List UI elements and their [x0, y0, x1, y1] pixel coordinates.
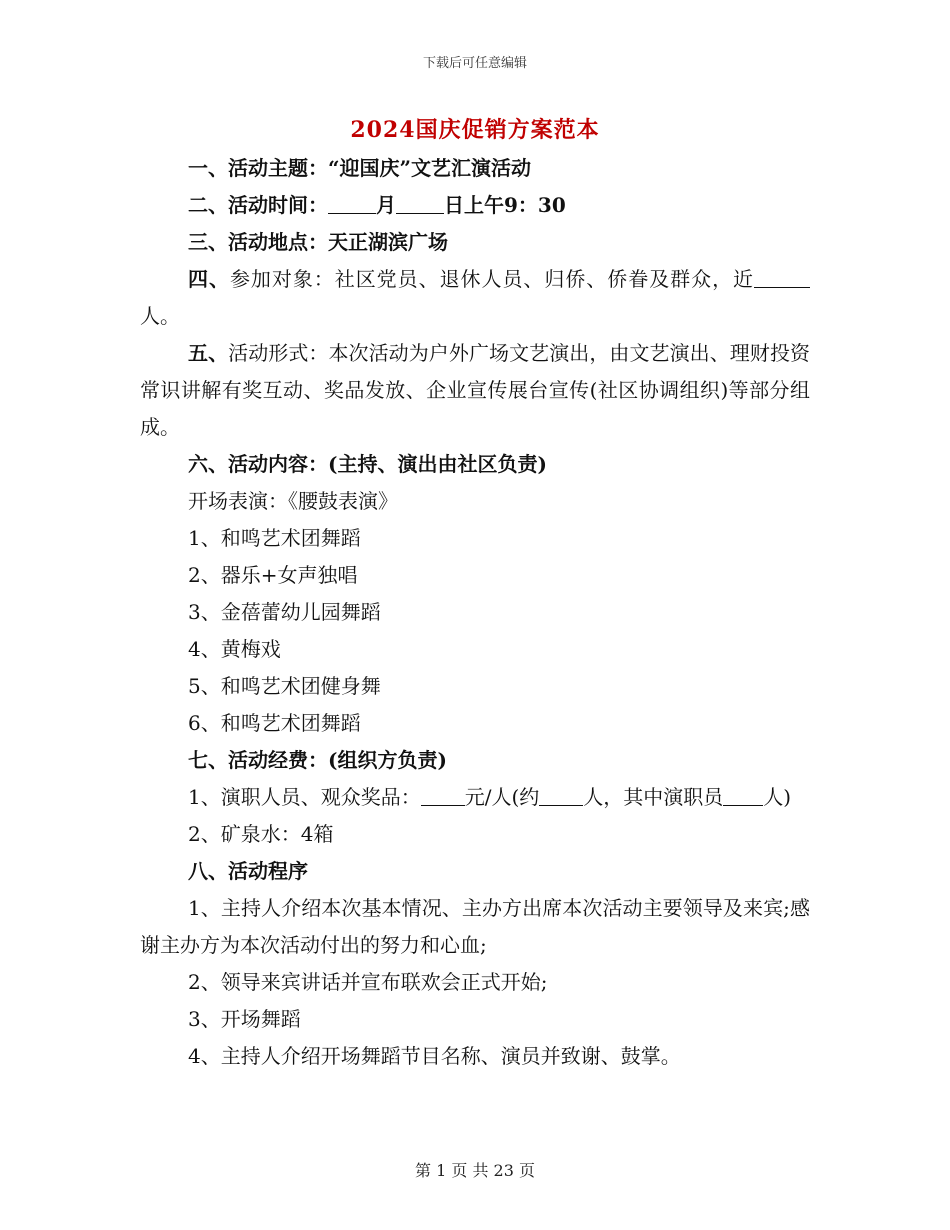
participants-end: 人。 [140, 304, 180, 328]
budget-item-water: 2、矿泉水：4箱 [188, 822, 334, 846]
budget-item1-b: 元/人(约 [464, 785, 540, 809]
section-procedure-heading: 八、活动程序 [188, 859, 308, 883]
section-participants [140, 261, 810, 335]
participants-text: 参加对象：社区党员、退休人员、归侨、侨眷及群众，近 [229, 267, 755, 291]
budget-item1-c: 人，其中演职员 [583, 785, 724, 809]
price-blank [421, 783, 465, 806]
participants-count-blank [754, 265, 802, 288]
participants-count-blank-cont [802, 265, 810, 288]
program-item: 4、黄梅戏 [188, 637, 281, 661]
procedure-item: 2、领导来宾讲话并宣布联欢会正式开始; [188, 970, 548, 994]
section-place: 三、活动地点：天正湖滨广场 [188, 230, 448, 254]
header-note: 下载后可任意编辑 [422, 56, 527, 71]
day-blank [396, 191, 444, 214]
page-footer: 第 1 页 共 23 页 [415, 1161, 535, 1180]
form-label: 五、 [188, 341, 229, 365]
section-form [140, 335, 810, 446]
document-title: 2024国庆促销方案范本 [350, 117, 600, 143]
opening-performance: 开场表演：《腰鼓表演》 [188, 489, 398, 513]
budget-item1-d: 人) [763, 785, 792, 809]
program-item: 1、和鸣艺术团舞蹈 [188, 526, 361, 550]
month-blank [328, 191, 376, 214]
program-item: 5、和鸣艺术团健身舞 [188, 674, 381, 698]
section-content-heading: 六、活动内容：(主持、演出由社区负责) [188, 452, 547, 476]
procedure-item: 4、主持人介绍开场舞蹈节目名称、演员并致谢、鼓掌。 [188, 1044, 681, 1068]
document-body [140, 150, 810, 1075]
program-item: 6、和鸣艺术团舞蹈 [188, 711, 361, 735]
budget-item-prizes [140, 779, 810, 816]
program-item: 2、器乐+女声独唱 [188, 563, 358, 587]
participants-label: 四、 [188, 267, 230, 291]
procedure-item: 3、开场舞蹈 [188, 1007, 301, 1031]
section-time [140, 187, 810, 224]
people-blank [539, 783, 583, 806]
section-theme: 一、活动主题：“迎国庆”文艺汇演活动 [188, 156, 532, 180]
form-text: 活动形式：本次活动为户外广场文艺演出，由文艺演出、理财投资常识讲解有奖互动、奖品发放、企业宣传展台宣传(社区协调组织)等部分组成。 [140, 341, 811, 439]
section-budget-heading: 七、活动经费：(组织方负责) [188, 748, 447, 772]
budget-item1-a: 1、演职人员、观众奖品： [188, 785, 421, 809]
time-day-suffix: 日上午9：30 [444, 193, 566, 217]
time-month: 月 [376, 193, 396, 217]
time-prefix: 二、活动时间： [188, 193, 328, 217]
program-item: 3、金蓓蕾幼儿园舞蹈 [188, 600, 381, 624]
performers-blank [723, 783, 763, 806]
procedure-item: 1、主持人介绍本次基本情况、主办方出席本次活动主要领导及来宾;感谢主办方为本次活动付出的努力和心血; [140, 896, 810, 957]
